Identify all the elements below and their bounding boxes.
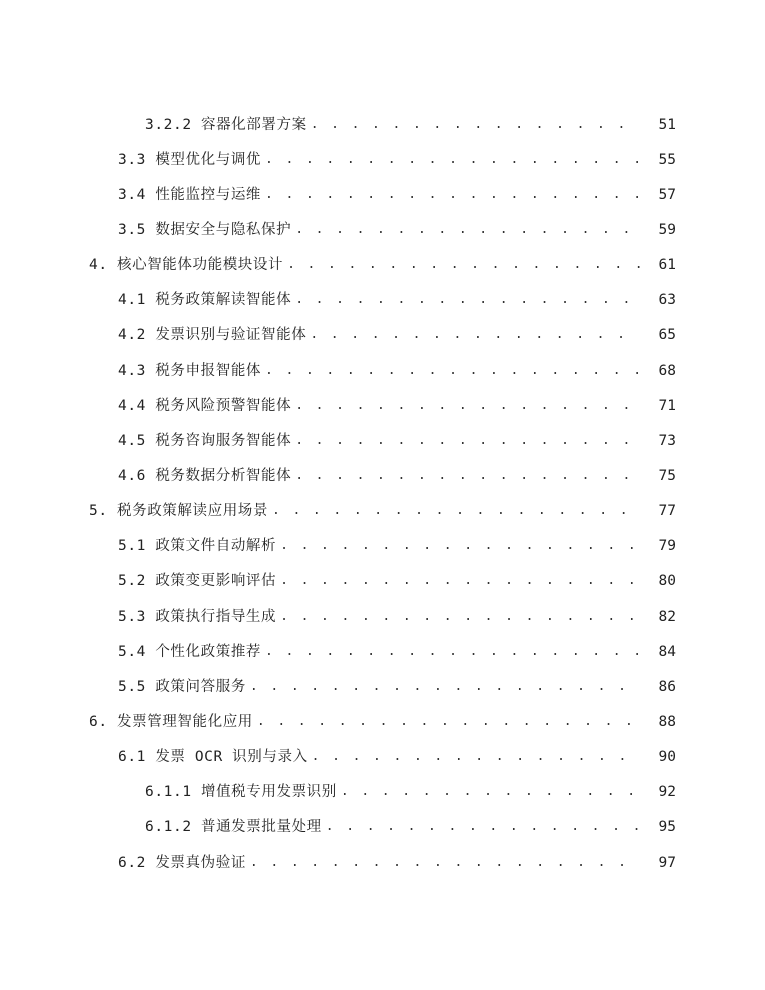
toc-entry[interactable]: [0, 423, 765, 458]
dot-leader: [265, 151, 640, 169]
toc-entry[interactable]: [0, 740, 765, 775]
toc-entry[interactable]: [0, 845, 765, 880]
toc-entry[interactable]: [0, 458, 765, 493]
toc-entry[interactable]: [0, 107, 765, 142]
dot-leader: [295, 221, 640, 239]
toc-entry-page-number: 73: [640, 432, 676, 450]
dot-leader: [295, 467, 640, 485]
dot-leader: [295, 432, 640, 450]
toc-entry-page-number: 63: [640, 291, 676, 309]
dot-leader: [312, 748, 640, 766]
dot-leader: [295, 291, 640, 309]
dot-leader: [250, 854, 640, 872]
dot-leader: [326, 818, 640, 836]
dot-leader: [311, 116, 640, 134]
dot-leader: [310, 326, 640, 344]
toc-entry-page-number: 61: [640, 256, 676, 274]
toc-entry-title: 5.4 个性化政策推荐: [118, 643, 265, 661]
toc-entry-page-number: 86: [640, 678, 676, 696]
toc-entry[interactable]: [0, 599, 765, 634]
dot-leader: [272, 502, 640, 520]
dot-leader: [280, 608, 640, 626]
toc-entry[interactable]: [0, 810, 765, 845]
toc-entry-page-number: 80: [640, 572, 676, 590]
toc-entry[interactable]: [0, 634, 765, 669]
dot-leader: [287, 256, 640, 274]
toc-entry[interactable]: [0, 388, 765, 423]
toc-entry-page-number: 65: [640, 326, 676, 344]
toc-entry-page-number: 71: [640, 397, 676, 415]
toc-entry-title: 4.1 税务政策解读智能体: [118, 291, 295, 309]
toc-entry-page-number: 68: [640, 362, 676, 380]
toc-entry-title: 6.2 发票真伪验证: [118, 854, 250, 872]
toc-entry[interactable]: [0, 142, 765, 177]
toc-entry-title: 5.2 政策变更影响评估: [118, 572, 280, 590]
toc-entry-page-number: 59: [640, 221, 676, 239]
dot-leader: [250, 678, 640, 696]
toc-entry-page-number: 90: [640, 748, 676, 766]
toc-entry[interactable]: [0, 564, 765, 599]
toc-entry-page-number: 84: [640, 643, 676, 661]
toc-entry-title: 4. 核心智能体功能模块设计: [89, 256, 287, 274]
dot-leader: [295, 397, 640, 415]
toc-entry[interactable]: [0, 177, 765, 212]
toc-entry[interactable]: [0, 669, 765, 704]
toc-entry-page-number: 82: [640, 608, 676, 626]
toc-entry-title: 3.5 数据安全与隐私保护: [118, 221, 295, 239]
toc-entry-title: 4.6 税务数据分析智能体: [118, 467, 295, 485]
toc-entry-title: 3.4 性能监控与运维: [118, 186, 265, 204]
toc-entry[interactable]: [0, 318, 765, 353]
toc-entry-page-number: 95: [640, 818, 676, 836]
table-of-contents: [0, 107, 765, 880]
toc-entry-title: 4.5 税务咨询服务智能体: [118, 432, 295, 450]
toc-entry[interactable]: [0, 494, 765, 529]
dot-leader: [257, 713, 640, 731]
toc-entry[interactable]: [0, 212, 765, 247]
toc-entry-page-number: 79: [640, 537, 676, 555]
toc-entry[interactable]: [0, 529, 765, 564]
dot-leader: [280, 537, 640, 555]
dot-leader: [341, 783, 640, 801]
toc-entry-title: 6.1.2 普通发票批量处理: [145, 818, 326, 836]
toc-entry-title: 3.2.2 容器化部署方案: [145, 116, 311, 134]
toc-entry-page-number: 57: [640, 186, 676, 204]
toc-entry-title: 5.5 政策问答服务: [118, 678, 250, 696]
dot-leader: [265, 643, 640, 661]
toc-entry-title: 4.2 发票识别与验证智能体: [118, 326, 310, 344]
toc-entry-title: 5.1 政策文件自动解析: [118, 537, 280, 555]
toc-entry-page-number: 88: [640, 713, 676, 731]
toc-entry-title: 4.3 税务申报智能体: [118, 362, 265, 380]
toc-entry[interactable]: [0, 775, 765, 810]
dot-leader: [265, 186, 640, 204]
toc-entry-title: 6.1 发票 OCR 识别与录入: [118, 748, 312, 766]
toc-entry-page-number: 75: [640, 467, 676, 485]
toc-entry-page-number: 51: [640, 116, 676, 134]
toc-entry-page-number: 97: [640, 854, 676, 872]
toc-entry-title: 6.1.1 增值税专用发票识别: [145, 783, 341, 801]
dot-leader: [280, 572, 640, 590]
toc-entry-page-number: 55: [640, 151, 676, 169]
toc-entry[interactable]: [0, 283, 765, 318]
toc-entry-title: 5. 税务政策解读应用场景: [89, 502, 272, 520]
toc-entry-page-number: 92: [640, 783, 676, 801]
toc-entry-title: 4.4 税务风险预警智能体: [118, 397, 295, 415]
toc-entry[interactable]: [0, 248, 765, 283]
dot-leader: [265, 362, 640, 380]
toc-entry[interactable]: [0, 704, 765, 739]
toc-entry-title: 6. 发票管理智能化应用: [89, 713, 257, 731]
toc-entry-title: 5.3 政策执行指导生成: [118, 608, 280, 626]
toc-entry-page-number: 77: [640, 502, 676, 520]
toc-entry[interactable]: [0, 353, 765, 388]
toc-entry-title: 3.3 模型优化与调优: [118, 151, 265, 169]
